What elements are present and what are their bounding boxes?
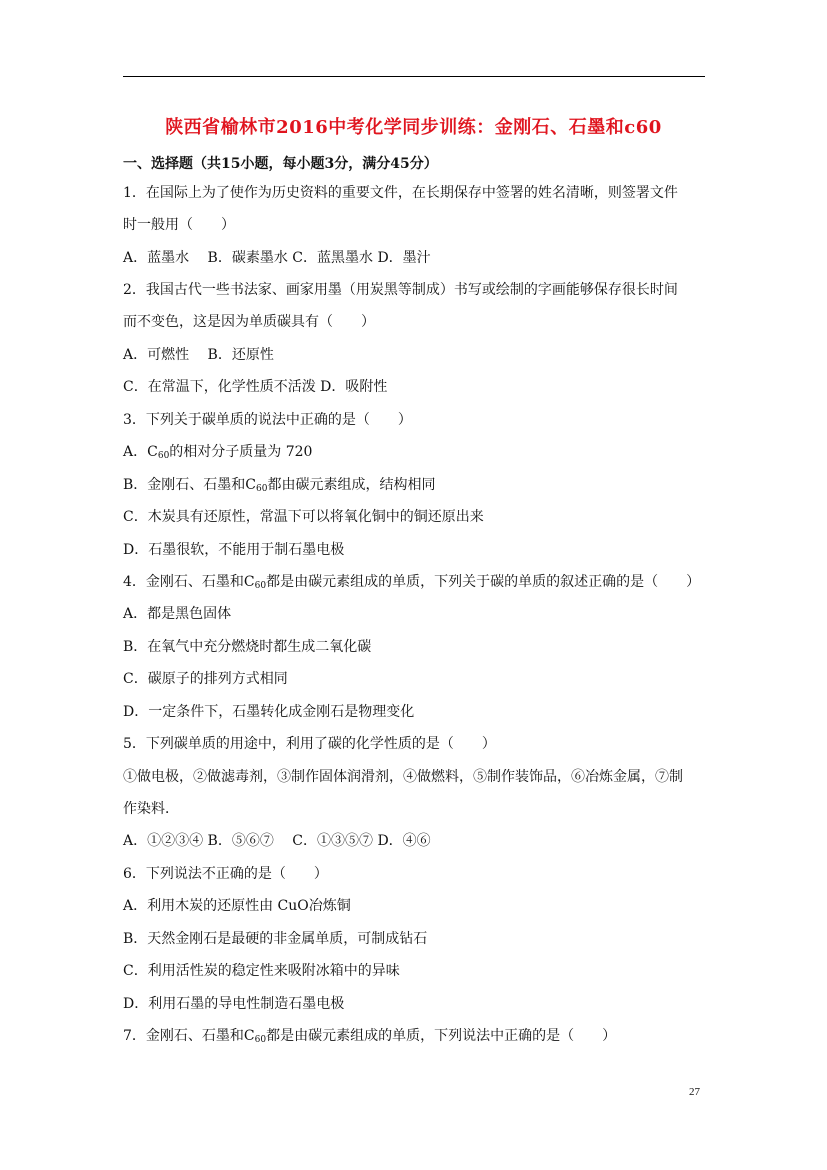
question-6-option-c: C．利用活性炭的稳定性来吸附冰箱中的异味 bbox=[123, 963, 400, 979]
question-6-option-b: B．天然金刚石是最硬的非金属单质，可制成钻石 bbox=[123, 931, 428, 947]
question-1-line-1: 1．在国际上为了使作为历史资料的重要文件，在长期保存中签署的姓名清晰，则签署文件 bbox=[123, 185, 678, 201]
question-5-options: A．①②③④ B．⑤⑥⑦ C．①③⑤⑦ D．④⑥ bbox=[123, 833, 431, 849]
question-3-option-c: C．木炭具有还原性，常温下可以将氧化铜中的铜还原出来 bbox=[123, 509, 484, 525]
question-3-option-b: B．金刚石、石墨和$C_{60}$都由碳元素组成，结构相同 bbox=[123, 477, 436, 494]
header-rule bbox=[123, 76, 705, 77]
question-2-options-cd: C．在常温下，化学性质不活泼 D．吸附性 bbox=[123, 379, 388, 395]
question-2-line-2: 而不变色，这是因为单质碳具有（ ） bbox=[123, 314, 375, 330]
question-4-option-a: A．都是黑色固体 bbox=[123, 606, 232, 622]
question-5-stem: 5．下列碳单质的用途中，利用了碳的化学性质的是（ ） bbox=[123, 736, 496, 752]
question-6-stem: 6．下列说法不正确的是（ ） bbox=[123, 866, 328, 882]
document-title: 陕西省榆林市2016中考化学同步训练：金刚石、石墨和c60 bbox=[165, 117, 662, 138]
question-5-list-line-2: 作染料． bbox=[123, 801, 179, 817]
question-2-line-1: 2．我国古代一些书法家、画家用墨（用炭黑等制成）书写或绘制的字画能够保存很长时间 bbox=[123, 282, 678, 298]
question-6-option-a: A．利用木炭的还原性由 CuO冶炼铜 bbox=[123, 898, 351, 914]
question-6-option-d: D．利用石墨的导电性制造石墨电极 bbox=[123, 996, 345, 1012]
section-heading: 一、选择题（共15小题，每小题3分，满分45分） bbox=[123, 156, 438, 172]
page-number: 27 bbox=[689, 1086, 700, 1098]
question-3-option-a: A．$C_{60}$的相对分子质量为 720 bbox=[123, 444, 313, 461]
question-2-options-ab: A．可燃性 B．还原性 bbox=[123, 347, 274, 363]
question-4-option-d: D．一定条件下，石墨转化成金刚石是物理变化 bbox=[123, 704, 415, 720]
question-7-stem: 7．金刚石、石墨和$C_{60}$都是由碳元素组成的单质，下列说法中正确的是（ ） bbox=[123, 1028, 617, 1045]
question-4-stem: 4．金刚石、石墨和$C_{60}$都是由碳元素组成的单质，下列关于碳的单质的叙述正确的是（ ） bbox=[123, 574, 701, 591]
question-1-line-2: 时一般用（ ） bbox=[123, 217, 235, 233]
question-3-option-d: D．石墨很软，不能用于制石墨电极 bbox=[123, 542, 345, 558]
question-1-options: A．蓝墨水 B．碳素墨水 C．蓝黑墨水 D．墨汁 bbox=[123, 250, 431, 266]
question-5-list-line-1: ①做电极，②做滤毒剂，③制作固体润滑剂，④做燃料，⑤制作装饰品，⑥冶炼金属，⑦制 bbox=[123, 769, 683, 785]
question-4-option-c: C．碳原子的排列方式相同 bbox=[123, 671, 288, 687]
question-3-stem: 3．下列关于碳单质的说法中正确的是（ ） bbox=[123, 412, 412, 428]
question-4-option-b: B．在氧气中充分燃烧时都生成二氧化碳 bbox=[123, 639, 372, 655]
